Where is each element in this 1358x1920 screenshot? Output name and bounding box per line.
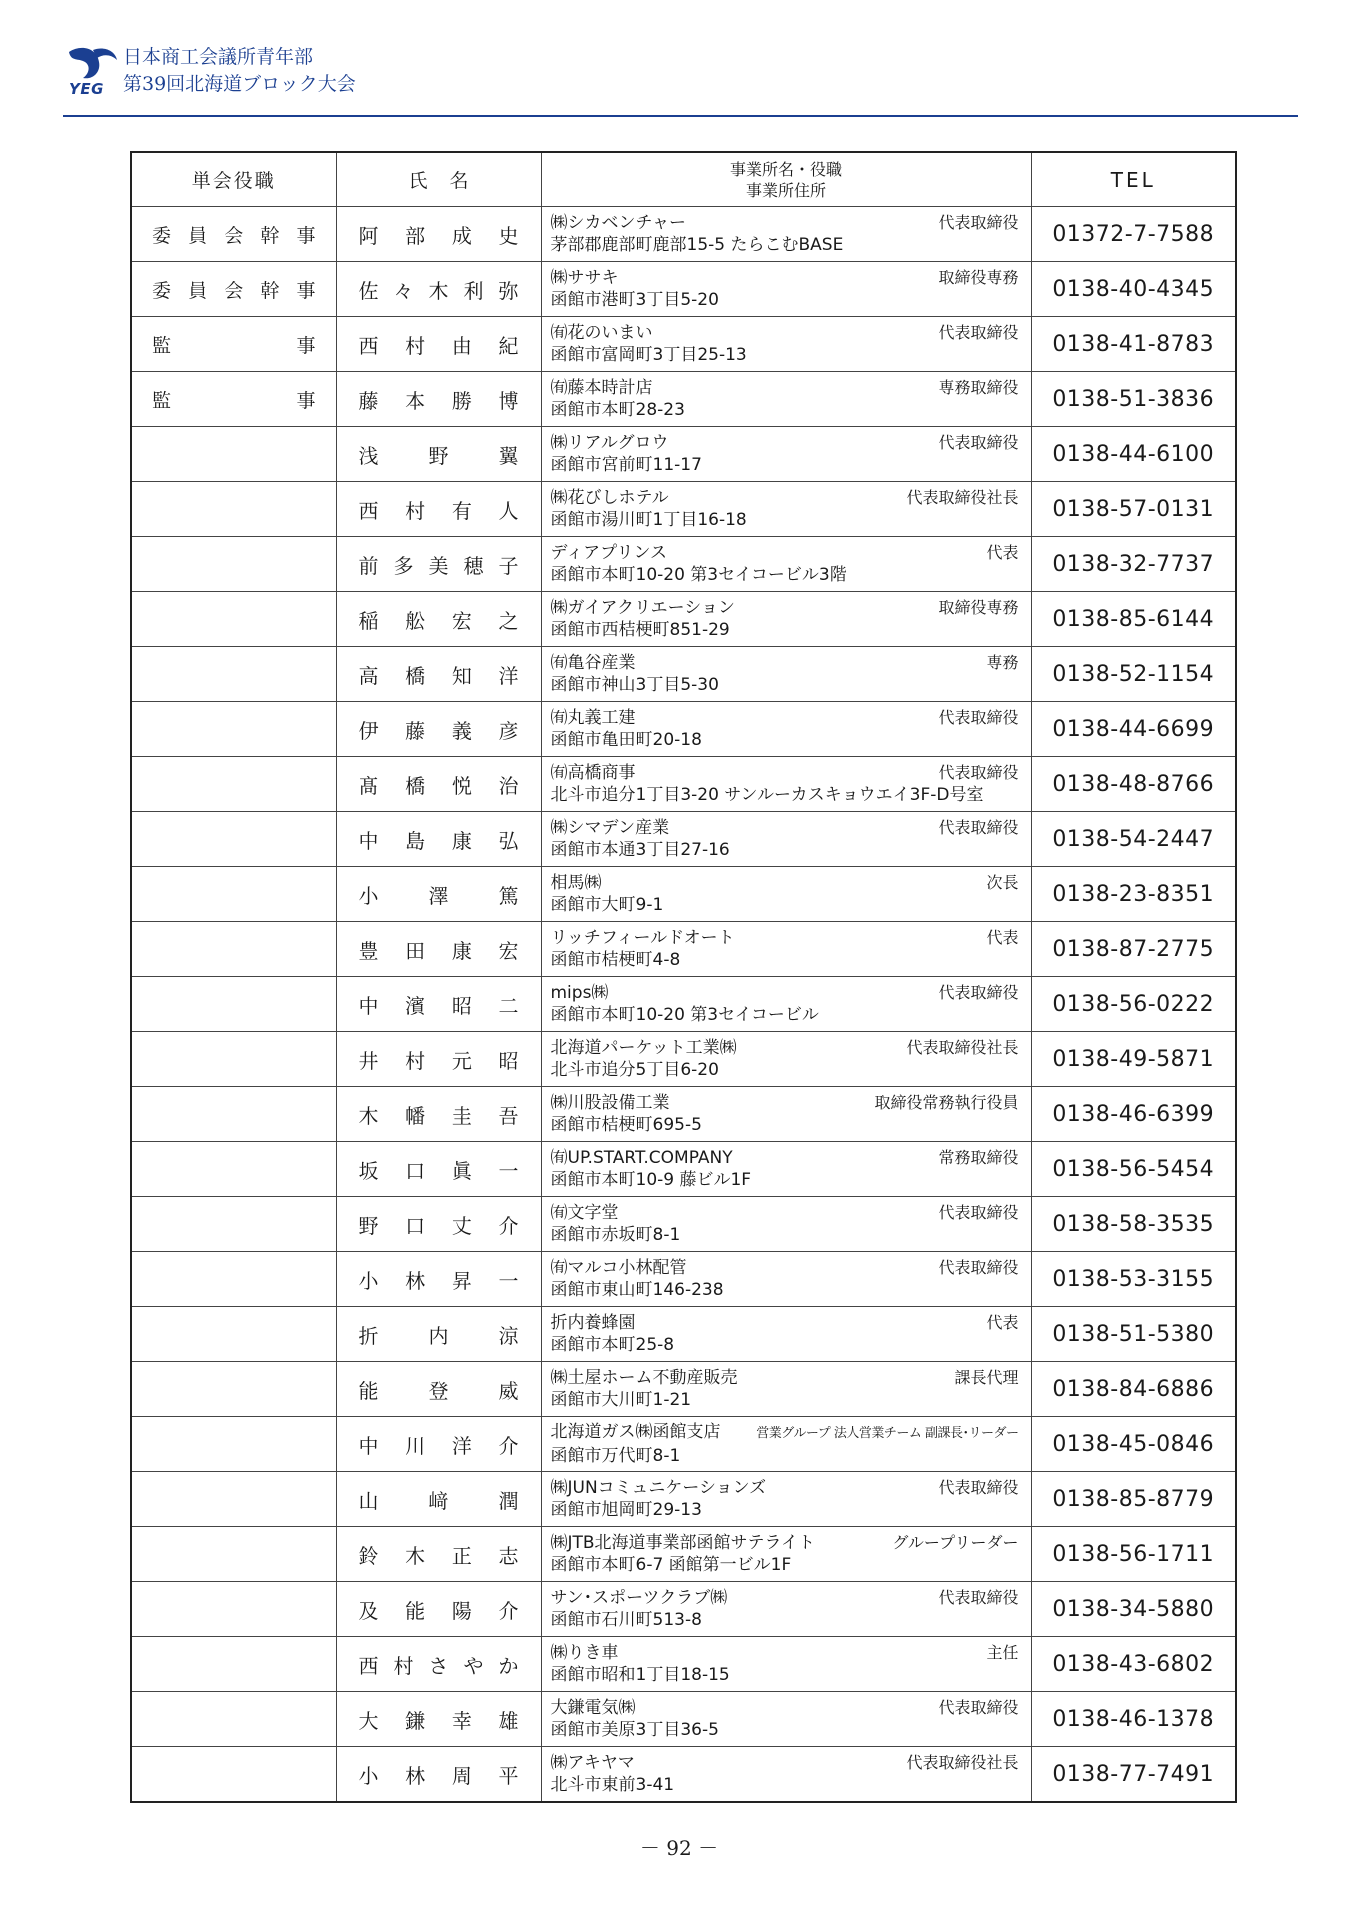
name-cell: 伊藤義彦 xyxy=(336,702,541,757)
table-row xyxy=(131,1417,1236,1472)
business-cell xyxy=(541,1692,1031,1747)
page-header xyxy=(63,42,1298,118)
tel-cell: 0138-44-6699 xyxy=(1031,702,1236,757)
table-row xyxy=(131,1527,1236,1582)
company-name: ㈱土屋ホーム不動産販売 xyxy=(550,1368,738,1388)
business-address: 函館市旭岡町29-13 xyxy=(550,1500,702,1520)
company-name: ㈱シカベンチャー xyxy=(550,213,686,233)
name-cell: 髙橋悦治 xyxy=(336,757,541,812)
business-address: 函館市西桔梗町851-29 xyxy=(550,620,730,640)
name-cell: 西村さやか xyxy=(336,1637,541,1692)
business-line1 xyxy=(551,1312,1019,1334)
business-line1 xyxy=(551,817,1019,839)
tel-cell: 0138-44-6100 xyxy=(1031,427,1236,482)
business-address: 函館市本町28-23 xyxy=(550,400,685,420)
business-cell xyxy=(541,1197,1031,1252)
business-line1 xyxy=(551,872,1019,894)
header-titles xyxy=(123,44,356,98)
tel-cell: 0138-45-0846 xyxy=(1031,1417,1236,1472)
company-name: ㈲藤本時計店 xyxy=(550,378,653,398)
page-number: － 92 － xyxy=(639,1836,719,1860)
position-title: 代表取締役社長 xyxy=(906,1753,1019,1772)
tel-cell: 0138-56-5454 xyxy=(1031,1142,1236,1197)
company-name: ㈱川股設備工業 xyxy=(550,1093,670,1113)
table-row xyxy=(131,1692,1236,1747)
tel-cell: 0138-58-3535 xyxy=(1031,1197,1236,1252)
role-cell xyxy=(131,1087,336,1142)
company-name: ㈱シマデン産業 xyxy=(550,818,670,838)
position-title: 代表取締役 xyxy=(938,213,1019,232)
business-cell xyxy=(541,922,1031,977)
name-cell: 井村元昭 xyxy=(336,1032,541,1087)
business-line1 xyxy=(551,542,1019,564)
company-name: ㈲文字堂 xyxy=(550,1203,619,1223)
role-cell xyxy=(131,1252,336,1307)
company-name: ㈲亀谷産業 xyxy=(550,653,636,673)
name-cell: 浅野翼 xyxy=(336,427,541,482)
role-cell xyxy=(131,922,336,977)
role-cell: 委員会幹事 xyxy=(131,262,336,317)
business-cell xyxy=(541,1032,1031,1087)
business-address: 函館市本通3丁目27-16 xyxy=(550,840,730,860)
business-line1 xyxy=(551,1147,1019,1169)
position-title: 代表 xyxy=(986,1313,1019,1332)
business-line1 xyxy=(551,982,1019,1004)
position-title: 専務取締役 xyxy=(938,378,1019,397)
tel-cell: 0138-56-0222 xyxy=(1031,977,1236,1032)
table-row xyxy=(131,1142,1236,1197)
role-cell xyxy=(131,1142,336,1197)
business-cell xyxy=(541,1307,1031,1362)
tel-cell: 0138-84-6886 xyxy=(1031,1362,1236,1417)
business-cell xyxy=(541,1527,1031,1582)
business-line1 xyxy=(551,1257,1019,1279)
business-address: 函館市東山町146-238 xyxy=(550,1280,724,1300)
business-address: 北斗市東前3-41 xyxy=(550,1775,675,1795)
role-cell xyxy=(131,1472,336,1527)
table-row xyxy=(131,427,1236,482)
position-title: 専務 xyxy=(986,653,1019,672)
member-table xyxy=(130,151,1237,1803)
position-title: 代表 xyxy=(986,928,1019,947)
business-address: 函館市桔梗町4-8 xyxy=(550,950,681,970)
company-name: ㈱リアルグロウ xyxy=(550,433,669,453)
business-address: 茅部郡鹿部町鹿部15-5 たらこむBASE xyxy=(550,235,844,255)
header-business-line1: 事業所名・役職 xyxy=(729,159,842,179)
table-row xyxy=(131,702,1236,757)
table-row xyxy=(131,262,1236,317)
logo-text: YEG xyxy=(69,80,104,98)
business-cell xyxy=(541,317,1031,372)
company-name: ㈲丸義工建 xyxy=(550,708,636,728)
role-cell xyxy=(131,812,336,867)
business-line1 xyxy=(551,927,1019,949)
role-cell xyxy=(131,537,336,592)
business-address: 函館市港町3丁目5-20 xyxy=(550,290,719,310)
position-title: 代表取締役 xyxy=(938,983,1019,1002)
business-line1 xyxy=(551,1421,1019,1445)
role-cell xyxy=(131,1637,336,1692)
name-cell: 豊田康宏 xyxy=(336,922,541,977)
table-row xyxy=(131,537,1236,592)
business-line1 xyxy=(551,1697,1019,1719)
table-row xyxy=(131,757,1236,812)
table-row xyxy=(131,867,1236,922)
table-row xyxy=(131,482,1236,537)
business-line1 xyxy=(551,1532,1019,1554)
header-title-line2: 第39回北海道ブロック大会 xyxy=(123,73,356,95)
business-cell xyxy=(541,1637,1031,1692)
name-cell: 山﨑潤 xyxy=(336,1472,541,1527)
position-title: 次長 xyxy=(986,873,1019,892)
position-title: 取締役専務 xyxy=(938,268,1019,287)
business-address: 函館市亀田町20-18 xyxy=(550,730,702,750)
table-row xyxy=(131,922,1236,977)
company-name: ㈲UP.START.COMPANY xyxy=(550,1148,733,1168)
table-row xyxy=(131,1197,1236,1252)
tel-cell: 01372-7-7588 xyxy=(1031,207,1236,262)
business-line1 xyxy=(551,432,1019,454)
tel-cell: 0138-46-6399 xyxy=(1031,1087,1236,1142)
business-cell xyxy=(541,867,1031,922)
position-title: 代表取締役 xyxy=(938,1203,1019,1222)
tel-cell: 0138-43-6802 xyxy=(1031,1637,1236,1692)
table-row xyxy=(131,1747,1236,1803)
header-business-line2: 事業所住所 xyxy=(745,180,826,200)
name-cell: 及能陽介 xyxy=(336,1582,541,1637)
tel-cell: 0138-54-2447 xyxy=(1031,812,1236,867)
role-cell xyxy=(131,1362,336,1417)
tel-cell: 0138-23-8351 xyxy=(1031,867,1236,922)
company-name: ㈲マルコ小林配管 xyxy=(550,1258,687,1278)
business-address: 函館市石川町513-8 xyxy=(550,1610,702,1630)
company-name: ㈱JTB北海道事業部函館サテライト xyxy=(550,1533,816,1553)
tel-cell: 0138-53-3155 xyxy=(1031,1252,1236,1307)
business-address: 函館市赤坂町8-1 xyxy=(550,1225,681,1245)
business-cell xyxy=(541,1747,1031,1803)
name-cell: 中島康弘 xyxy=(336,812,541,867)
business-cell xyxy=(541,207,1031,262)
company-name: mips㈱ xyxy=(550,983,609,1003)
business-line1 xyxy=(551,1752,1019,1774)
business-address: 函館市大町9-1 xyxy=(550,895,664,915)
company-name: ㈱花びしホテル xyxy=(550,488,669,508)
position-title: 代表取締役 xyxy=(938,1478,1019,1497)
role-cell: 委員会幹事 xyxy=(131,207,336,262)
table-row xyxy=(131,1307,1236,1362)
role-cell xyxy=(131,977,336,1032)
company-name: リッチフィールドオート xyxy=(550,928,735,948)
header-rule xyxy=(63,115,1298,117)
company-name: ㈲花のいまい xyxy=(550,323,653,343)
table-row xyxy=(131,1637,1236,1692)
business-cell xyxy=(541,372,1031,427)
position-title: 代表取締役社長 xyxy=(906,1038,1019,1057)
name-cell: 小林昇一 xyxy=(336,1252,541,1307)
role-cell xyxy=(131,1582,336,1637)
business-address: 函館市宮前町11-17 xyxy=(550,455,702,475)
business-cell xyxy=(541,537,1031,592)
business-line1 xyxy=(551,487,1019,509)
table-row xyxy=(131,1582,1236,1637)
name-cell: 野口丈介 xyxy=(336,1197,541,1252)
position-title: 代表取締役 xyxy=(938,763,1019,782)
company-name: ㈱ササキ xyxy=(550,268,619,288)
name-cell: 藤本勝博 xyxy=(336,372,541,427)
tel-cell: 0138-77-7491 xyxy=(1031,1747,1236,1803)
business-cell xyxy=(541,592,1031,647)
business-cell xyxy=(541,812,1031,867)
company-name: サン･スポーツクラブ㈱ xyxy=(550,1588,728,1608)
name-cell: 中川洋介 xyxy=(336,1417,541,1472)
name-cell: 中濱昭二 xyxy=(336,977,541,1032)
table-row xyxy=(131,1087,1236,1142)
business-line1 xyxy=(551,597,1019,619)
name-cell: 木幡圭吾 xyxy=(336,1087,541,1142)
business-cell xyxy=(541,647,1031,702)
business-cell xyxy=(541,702,1031,757)
header-role: 単会役職 xyxy=(131,152,336,207)
business-line1 xyxy=(551,1037,1019,1059)
business-line1 xyxy=(551,1477,1019,1499)
company-name: 大鎌電気㈱ xyxy=(550,1698,636,1718)
business-address: 函館市万代町8-1 xyxy=(550,1446,681,1466)
table-row xyxy=(131,647,1236,702)
header-title-line1: 日本商工会議所青年部 xyxy=(123,46,314,68)
business-cell xyxy=(541,427,1031,482)
business-cell xyxy=(541,1087,1031,1142)
position-title: 課長代理 xyxy=(954,1368,1019,1387)
company-name: 北海道ガス㈱函館支店 xyxy=(550,1422,721,1442)
name-cell: 小林周平 xyxy=(336,1747,541,1803)
tel-cell: 0138-52-1154 xyxy=(1031,647,1236,702)
header-tel: TEL xyxy=(1031,152,1236,207)
name-cell: 坂口眞一 xyxy=(336,1142,541,1197)
business-cell xyxy=(541,757,1031,812)
position-title: 代表取締役 xyxy=(938,818,1019,837)
name-cell: 西村由紀 xyxy=(336,317,541,372)
table-row xyxy=(131,317,1236,372)
name-cell: 稲舩宏之 xyxy=(336,592,541,647)
business-address: 函館市昭和1丁目18-15 xyxy=(550,1665,730,1685)
position-title: 営業グループ 法人営業チーム 副課長･リーダー xyxy=(756,1426,1019,1441)
business-address: 函館市美原3丁目36-5 xyxy=(550,1720,719,1740)
role-cell xyxy=(131,1692,336,1747)
name-cell: 佐々木利弥 xyxy=(336,262,541,317)
company-name: ㈱ガイアクリエーション xyxy=(550,598,735,618)
business-address: 函館市本町10-20 第3セイコービル3階 xyxy=(550,565,847,585)
business-address: 北斗市追分5丁目6-20 xyxy=(550,1060,719,1080)
header-name: 氏名 xyxy=(336,152,541,207)
business-line1 xyxy=(551,652,1019,674)
name-cell: 前多美穂子 xyxy=(336,537,541,592)
position-title: 代表取締役 xyxy=(938,433,1019,452)
company-name: ㈱JUNコミュニケーションズ xyxy=(550,1478,767,1498)
business-address: 函館市湯川町1丁目16-18 xyxy=(550,510,747,530)
position-title: 代表取締役 xyxy=(938,323,1019,342)
company-name: 相馬㈱ xyxy=(550,873,602,893)
table-row xyxy=(131,372,1236,427)
role-cell xyxy=(131,757,336,812)
tel-cell: 0138-34-5880 xyxy=(1031,1582,1236,1637)
role-cell: 監事 xyxy=(131,372,336,427)
name-cell: 能登威 xyxy=(336,1362,541,1417)
role-cell xyxy=(131,482,336,537)
position-title: 代表取締役 xyxy=(938,708,1019,727)
business-line1 xyxy=(551,1642,1019,1664)
company-name: ディアプリンス xyxy=(550,543,667,563)
company-name: 折内養蜂園 xyxy=(550,1313,636,1333)
position-title: 代表取締役社長 xyxy=(906,488,1019,507)
business-cell xyxy=(541,482,1031,537)
tel-cell: 0138-51-3836 xyxy=(1031,372,1236,427)
company-name: ㈱アキヤマ xyxy=(550,1753,635,1773)
business-cell xyxy=(541,977,1031,1032)
business-line1 xyxy=(551,377,1019,399)
position-title: 代表取締役 xyxy=(938,1258,1019,1277)
business-line1 xyxy=(551,1587,1019,1609)
business-address: 函館市本町10-20 第3セイコービル xyxy=(550,1005,819,1025)
tel-cell: 0138-49-5871 xyxy=(1031,1032,1236,1087)
position-title: 主任 xyxy=(986,1643,1019,1662)
business-cell xyxy=(541,1417,1031,1472)
tel-cell: 0138-41-8783 xyxy=(1031,317,1236,372)
header-business xyxy=(541,152,1031,207)
business-address: 函館市富岡町3丁目25-13 xyxy=(550,345,747,365)
role-cell xyxy=(131,427,336,482)
table-row xyxy=(131,977,1236,1032)
tel-cell: 0138-46-1378 xyxy=(1031,1692,1236,1747)
business-line1 xyxy=(551,322,1019,344)
table-row xyxy=(131,1472,1236,1527)
business-address: 函館市本町10-9 藤ビル1F xyxy=(550,1170,752,1190)
position-title: 代表取締役 xyxy=(938,1588,1019,1607)
role-cell xyxy=(131,647,336,702)
business-line1 xyxy=(551,762,1019,784)
tel-cell: 0138-32-7737 xyxy=(1031,537,1236,592)
business-address: 函館市神山3丁目5-30 xyxy=(550,675,719,695)
business-address: 函館市大川町1-21 xyxy=(550,1390,692,1410)
name-cell: 大鎌幸雄 xyxy=(336,1692,541,1747)
table-header-row xyxy=(131,152,1236,207)
business-line1 xyxy=(551,267,1019,289)
role-cell xyxy=(131,1032,336,1087)
tel-cell: 0138-51-5380 xyxy=(1031,1307,1236,1362)
role-cell xyxy=(131,1747,336,1803)
tel-cell: 0138-85-6144 xyxy=(1031,592,1236,647)
position-title: グループリーダー xyxy=(892,1533,1019,1552)
tel-cell: 0138-40-4345 xyxy=(1031,262,1236,317)
business-cell xyxy=(541,1142,1031,1197)
business-line1 xyxy=(551,1202,1019,1224)
role-cell xyxy=(131,1527,336,1582)
role-cell xyxy=(131,1417,336,1472)
tel-cell: 0138-48-8766 xyxy=(1031,757,1236,812)
table-row xyxy=(131,207,1236,262)
position-title: 代表 xyxy=(986,543,1019,562)
company-name: ㈱りき車 xyxy=(550,1643,619,1663)
position-title: 代表取締役 xyxy=(938,1698,1019,1717)
business-address: 函館市本町25-8 xyxy=(550,1335,675,1355)
business-line1 xyxy=(551,1367,1019,1389)
name-cell: 折内涼 xyxy=(336,1307,541,1362)
name-cell: 鈴木正志 xyxy=(336,1527,541,1582)
role-cell xyxy=(131,702,336,757)
role-cell xyxy=(131,1307,336,1362)
table-row xyxy=(131,1252,1236,1307)
name-cell: 阿部成史 xyxy=(336,207,541,262)
business-cell xyxy=(541,1582,1031,1637)
table-row xyxy=(131,1362,1236,1417)
position-title: 常務取締役 xyxy=(938,1148,1019,1167)
table-row xyxy=(131,592,1236,647)
business-address: 北斗市追分1丁目3-20 サンルーカスキョウエイ3F-D号室 xyxy=(550,785,984,805)
table-row xyxy=(131,812,1236,867)
role-cell xyxy=(131,1197,336,1252)
business-line1 xyxy=(551,1092,1019,1114)
business-cell xyxy=(541,1472,1031,1527)
tel-cell: 0138-57-0131 xyxy=(1031,482,1236,537)
business-line1 xyxy=(551,212,1019,234)
name-cell: 西村有人 xyxy=(336,482,541,537)
position-title: 取締役常務執行役員 xyxy=(874,1093,1019,1112)
role-cell: 監事 xyxy=(131,317,336,372)
business-line1 xyxy=(551,707,1019,729)
business-cell xyxy=(541,1362,1031,1417)
business-cell xyxy=(541,1252,1031,1307)
company-name: ㈲高橋商事 xyxy=(550,763,636,783)
position-title: 取締役専務 xyxy=(938,598,1019,617)
tel-cell: 0138-87-2775 xyxy=(1031,922,1236,977)
name-cell: 小澤篤 xyxy=(336,867,541,922)
company-name: 北海道パーケット工業㈱ xyxy=(550,1038,737,1058)
table-row xyxy=(131,1032,1236,1087)
tel-cell: 0138-85-8779 xyxy=(1031,1472,1236,1527)
tel-cell: 0138-56-1711 xyxy=(1031,1527,1236,1582)
role-cell xyxy=(131,867,336,922)
business-cell xyxy=(541,262,1031,317)
business-address: 函館市本町6-7 函館第一ビル1F xyxy=(550,1555,792,1575)
business-address: 函館市桔梗町695-5 xyxy=(550,1115,702,1135)
name-cell: 高橋知洋 xyxy=(336,647,541,702)
role-cell xyxy=(131,592,336,647)
